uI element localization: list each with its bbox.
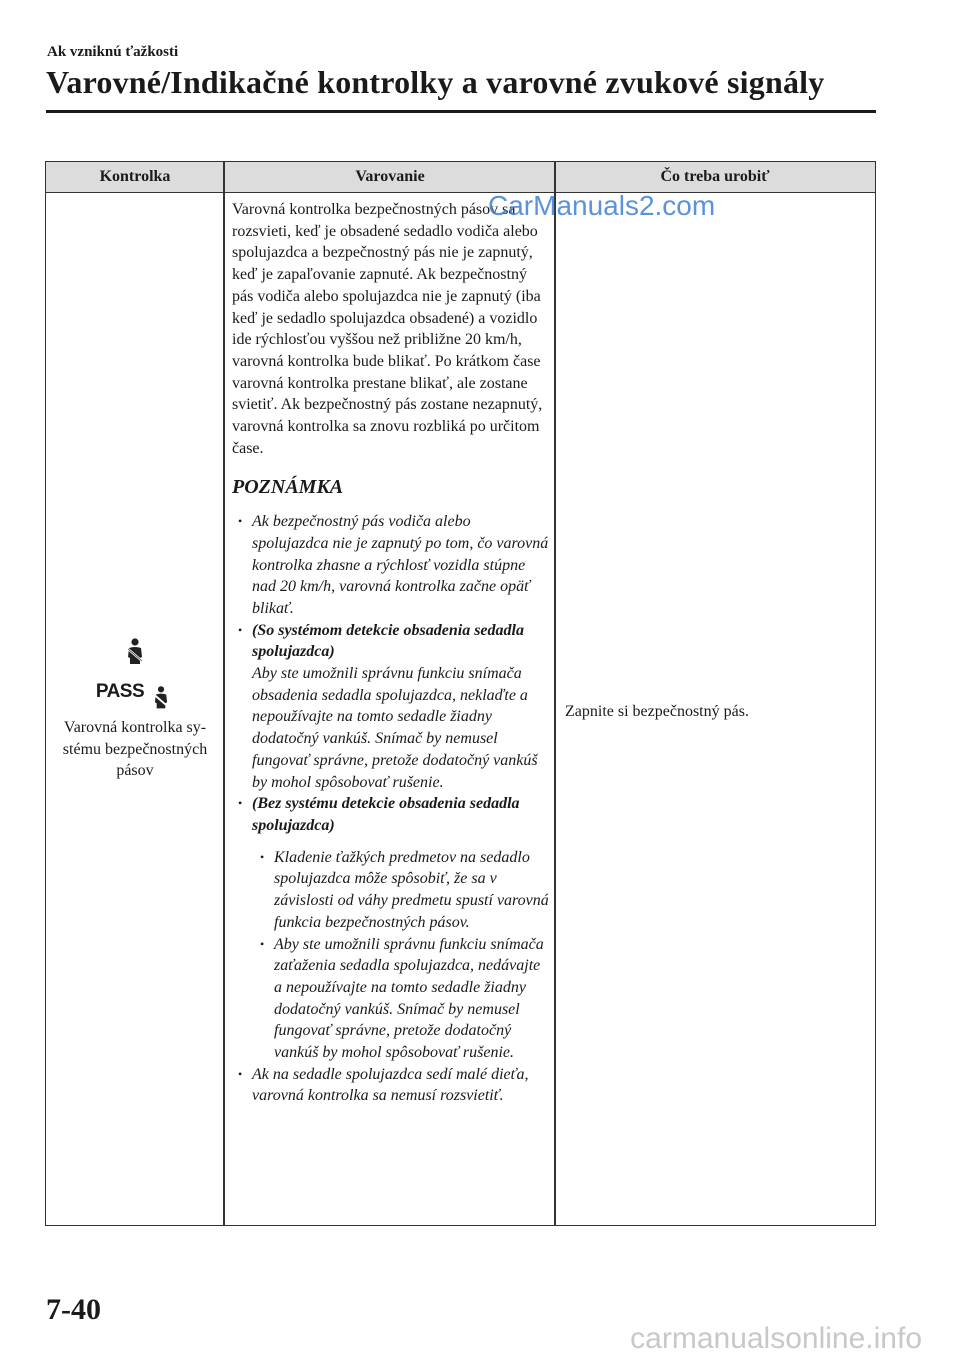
note-sublist [252, 847, 550, 1064]
note-item [232, 1064, 550, 1107]
note-subitem [252, 934, 550, 1064]
lamp-name-line: Varovná kontrolka sy- [63, 719, 207, 736]
note-text: Ak na sedadle spolujazdca sedí malé dieťa, varovná kontrolka sa nemusí rozsvietiť. [252, 1065, 529, 1105]
note-item [232, 793, 550, 1063]
watermark: CarManuals2.com [488, 190, 716, 221]
warning-lights-table [45, 161, 876, 1226]
note-subheading: • (Bez systému detekcie obsadenia sedadla spolujazdca) [252, 795, 520, 834]
note-text: Kladenie ťažkých predmetov na sedadlo spolujazdca môže spôsobiť, že sa v závislosti od váhy predmetu spustí varovná funkcia bezpečnostných pásov. [274, 848, 549, 931]
column-header-lamp: Kontrolka [99, 168, 171, 185]
note-list [232, 511, 550, 1107]
lamp-name-line: pásov [116, 762, 154, 779]
note-heading: POZNÁMKA [232, 476, 344, 499]
action-cell [562, 193, 867, 1225]
title-divider [46, 110, 876, 113]
note-text: Aby ste umožnili správnu funkciu snímača obsadenia sedadla spolujazdca, neklaďte a nepoužívajte na tomto sedadle žiadny dodatočný vankúš. Snímač by nemusel fungovať správne, pretože dodatočný vankúš by mohol spôsobovať rušenie. [252, 665, 538, 791]
warning-description: Varovná kontrolka bezpečnostných pásov sa rozsvieti, keď je obsadené sedadlo vodiča alebo spolujazdca a bezpečnostný pás nie je zapnutý, keď je zapaľovanie zapnuté. Ak bezpečnostný pás vodiča alebo spolujazdca nie je zapnutý (iba keď je sedadlo spolujazdca obsadené) a vozidlo ide rýchlosťou vyššou než približne 20 km/h, varovná kontrolka bude blikať. Po krátkom čase varovná kontrolka prestane blikať, ale zostane svietiť. Ak bezpečnostný pás zostane nezapnutý, varovná kontrolka sa znovu rozbliká po určitom čase. [232, 201, 543, 457]
column-header-warning: Varovanie [355, 168, 425, 185]
action-text: Zapnite si bezpečnostný pás. [565, 703, 749, 720]
pass-seatbelt-icon [46, 671, 224, 713]
page-number: 7-40 [46, 1293, 101, 1326]
column-divider [554, 162, 556, 1225]
warning-cell [232, 199, 550, 1225]
note-item [232, 620, 550, 794]
seatbelt-icon [148, 683, 174, 713]
pass-label: PASS [95, 681, 145, 702]
page-title: Varovné/Indikačné kontrolky a varovné zvukové signály [46, 64, 825, 100]
table-header [46, 162, 875, 193]
footer-watermark: carmanualsonline.info [630, 1322, 922, 1355]
note-text: Aby ste umožnili správnu funkciu snímača zaťaženia sedadla spolujazdca, nedávajte a nepoužívajte na tomto sedadle žiadny dodatočný vankúš. Snímač by nemusel fungovať správne, pretože dodatočný vankúš by mohol spôsobovať rušenie. [274, 935, 544, 1062]
note-subitem [252, 847, 550, 934]
lamp-name-line: stému bezpečnostných [62, 740, 208, 758]
note-text: Ak bezpečnostný pás vodiča alebo spolujazdca nie je zapnutý po tom, čo varovná kontrolka zhasne a rýchlosť vozidla stúpne nad 20 km/h, varovná kontrolka začne opäť blikať. [252, 513, 549, 617]
seatbelt-icon [46, 637, 224, 672]
column-header-action: Čo treba urobiť [660, 168, 770, 185]
note-item [232, 511, 550, 620]
note-subheading: • (So systémom detekcie obsadenia sedadla spolujazdca) [252, 621, 524, 661]
lamp-cell [46, 193, 224, 1225]
section-label: Ak vzniknú ťažkosti [47, 44, 179, 60]
lamp-name [46, 717, 224, 782]
